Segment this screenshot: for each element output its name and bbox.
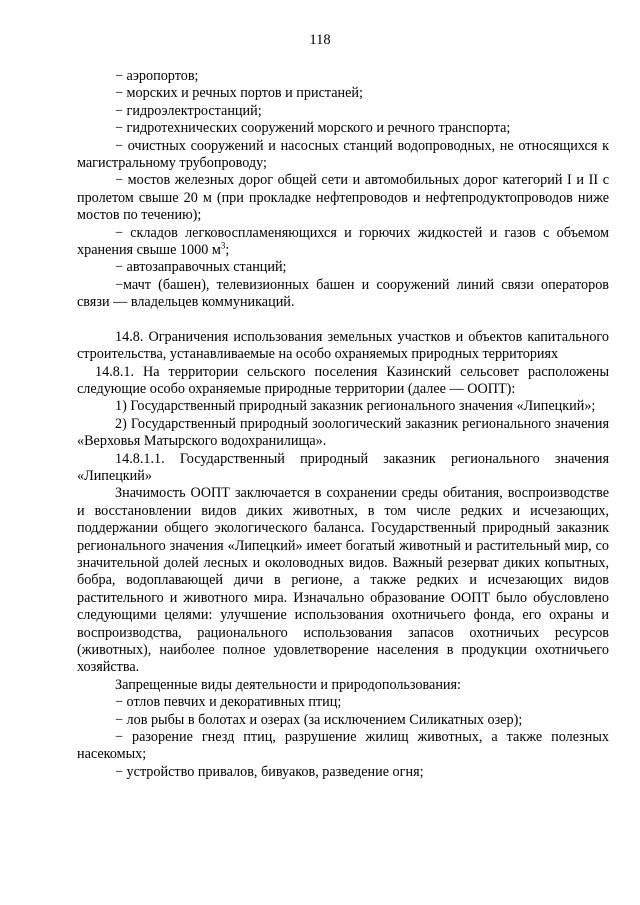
paragraph-14-8-1: 14.8.1. На территории сельского поселения Казинский сельсовет расположены следующие особо охраняемые природные территории (далее — ООПТ): [77,363,609,397]
list-item-airports: − аэропортов; [115,68,199,84]
prohibited-item-nest-destruction: − разорение гнезд птиц, разрушение жилищ животных, а также полезных насекомых; [77,729,609,763]
list-item-ports: − морских и речных портов и пристаней; [115,85,363,102]
list-item-lipetsky-reserve: 1) Государственный природный заказник регионального значения «Липецкий»; [115,398,596,415]
list-item-treatment-facilities: − очистных сооружений и насосных станций водопроводных, не относящихся к магистральному трубопроводу; [77,137,609,172]
list-item-fuel-storage [77,225,609,260]
prohibited-item-fishing: − лов рыбы в болотах и озерах (за исключением Силикатных озер); [115,711,523,728]
list-item-matyra-reserve: 2) Государственный природный зоологический заказник регионального значения «Верховья Матырского водохранилища». [77,415,609,450]
fuel-storage-end: ; [225,242,230,259]
list-item-hydro-structures: − гидротехнических сооружений морского и речного транспорта; [115,120,511,137]
list-item-masts: −мачт (башен), телевизионных башен и сооружений линий связи операторов связи — владельцев коммуникаций. [77,276,609,311]
list-item-hydro-stations: − гидроэлектростанций; [115,102,262,119]
document-body [77,68,609,781]
prohibited-item-bird-catching: − отлов певчих и декоративных птиц; [115,694,342,711]
list-item-gas-stations: − автозаправочных станций; [115,259,287,276]
section-heading-14-8-1-1: 14.8.1.1. Государственный природный заказник регионального значения «Липецкий» [77,450,609,484]
superscript-three: 3 [220,240,226,251]
paragraph-significance: Значимость ООПТ заключается в сохранении среды обитания, воспроизводстве и восстановлении видов диких животных, в том числе редких и исчезающих, поддержании общего экологического баланса. Государственный природный заказник регионального значения «Липецкий» имеет богатый животный и растительный мир, со значительной долей лесных и околоводных видов. Важный резерват диких копытных, бобра, водоплавающей дичи в регионе, а также редких и исчезающих видов растительного и животного мира. Изначально образование ООПТ было обусловлено следующими целями: улучшение использования охотничьего фонда, его охраны и воспроизводства, рационального использования запасов охотничьих ресурсов (животных), наиболее полное удовлетворение населения в продукции охотничьего хозяйства. [77,485,609,676]
prohibited-activities-heading: Запрещенные виды деятельности и природопользования: [115,676,461,693]
list-item-bridges: − мостов железных дорог общей сети и автомобильных дорог категорий I и II с пролетом свыше 20 м (при прокладке нефтепроводов и нефтепродуктопроводов ниже мостов по течению); [77,172,609,224]
section-heading-14-8: 14.8. Ограничения использования земельных участков и объектов капитального строительства, устанавливаемые на особо охраняемых природных территориях [77,328,609,363]
page-number: 118 [309,32,331,48]
prohibited-item-campfires: − устройство привалов, бивуаков, разведение огня; [115,763,424,780]
fuel-storage-text: − складов легковоспламеняющихся и горючих жидкостей и газов с объемом хранения свыше 1000 м [77,224,609,259]
